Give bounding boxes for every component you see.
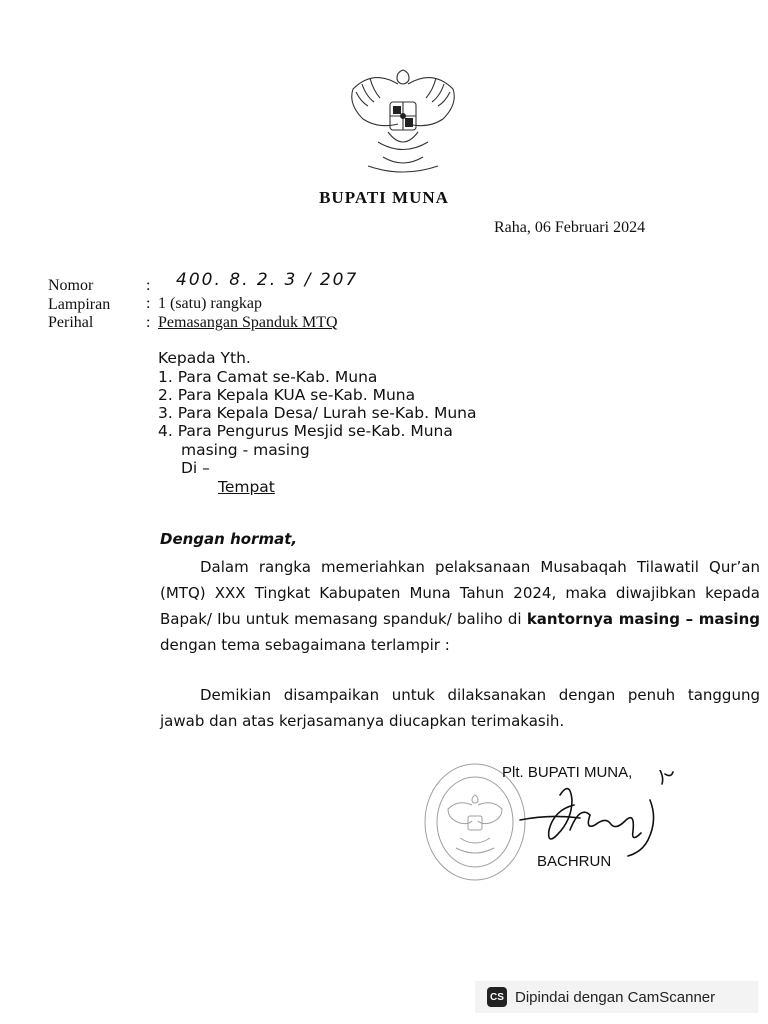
- signatory-name: BACHRUN: [537, 853, 612, 870]
- recipient-di: Di –: [181, 459, 210, 477]
- handwritten-signature: [515, 770, 675, 865]
- perihal-value: Pemasangan Spanduk MTQ: [158, 314, 338, 331]
- letter-date: Raha, 06 Februari 2024: [494, 219, 646, 236]
- camscanner-label: Dipindai dengan CamScanner: [515, 988, 716, 1006]
- greeting: Dengan hormat,: [160, 530, 298, 548]
- recipient-item: 4. Para Pengurus Mesjid se-Kab. Muna: [158, 422, 453, 440]
- paragraph-2: Demikian disampaikan untuk dilaksanakan dengan penuh tanggung jawab dan atas kerjasamanya diucapkan terimakasih.: [160, 686, 760, 730]
- lampiran-value: 1 (satu) rangkap: [158, 295, 262, 312]
- nomor-label: Nomor: [48, 277, 94, 294]
- recipient-item: 3. Para Kepala Desa/ Lurah se-Kab. Muna: [158, 404, 477, 422]
- garuda-emblem: [338, 62, 468, 184]
- recipient-item: 1. Para Camat se-Kab. Muna: [158, 368, 378, 386]
- perihal-label: Perihal: [48, 314, 94, 331]
- paragraph-1-end: dengan tema sebagaimana terlampir :: [160, 636, 450, 654]
- recipient-intro: Kepada Yth.: [158, 349, 251, 367]
- paragraph-1: [160, 554, 760, 658]
- recipient-masing: masing - masing: [181, 441, 310, 459]
- nomor-value: 400. 8. 2. 3 / 207: [176, 270, 359, 290]
- lampiran-label: Lampiran: [48, 296, 111, 313]
- signatory-title: Plt. BUPATI MUNA,: [502, 764, 633, 781]
- recipient-item: 2. Para Kepala KUA se-Kab. Muna: [158, 386, 416, 404]
- camscanner-logo-icon: CS: [487, 987, 507, 1007]
- recipient-tempat: Tempat: [218, 478, 275, 496]
- nomor-colon: :: [146, 277, 151, 294]
- lampiran-colon: :: [146, 295, 151, 312]
- paragraph-1-start: Dalam rangka memeriahkan pelaksanaan Musabaqah Tilawatil Qur’an (MTQ) XXX Tingkat Kabupaten Muna Tahun 2024, maka diwajibkan kepada Bapak/ Ibu untuk memasang spanduk/ baliho di: [160, 558, 760, 628]
- camscanner-watermark: [475, 981, 758, 1013]
- paragraph-1-bold: kantornya masing – masing: [526, 610, 760, 628]
- perihal-colon: :: [146, 314, 151, 331]
- letterhead-title: BUPATI MUNA: [319, 188, 449, 207]
